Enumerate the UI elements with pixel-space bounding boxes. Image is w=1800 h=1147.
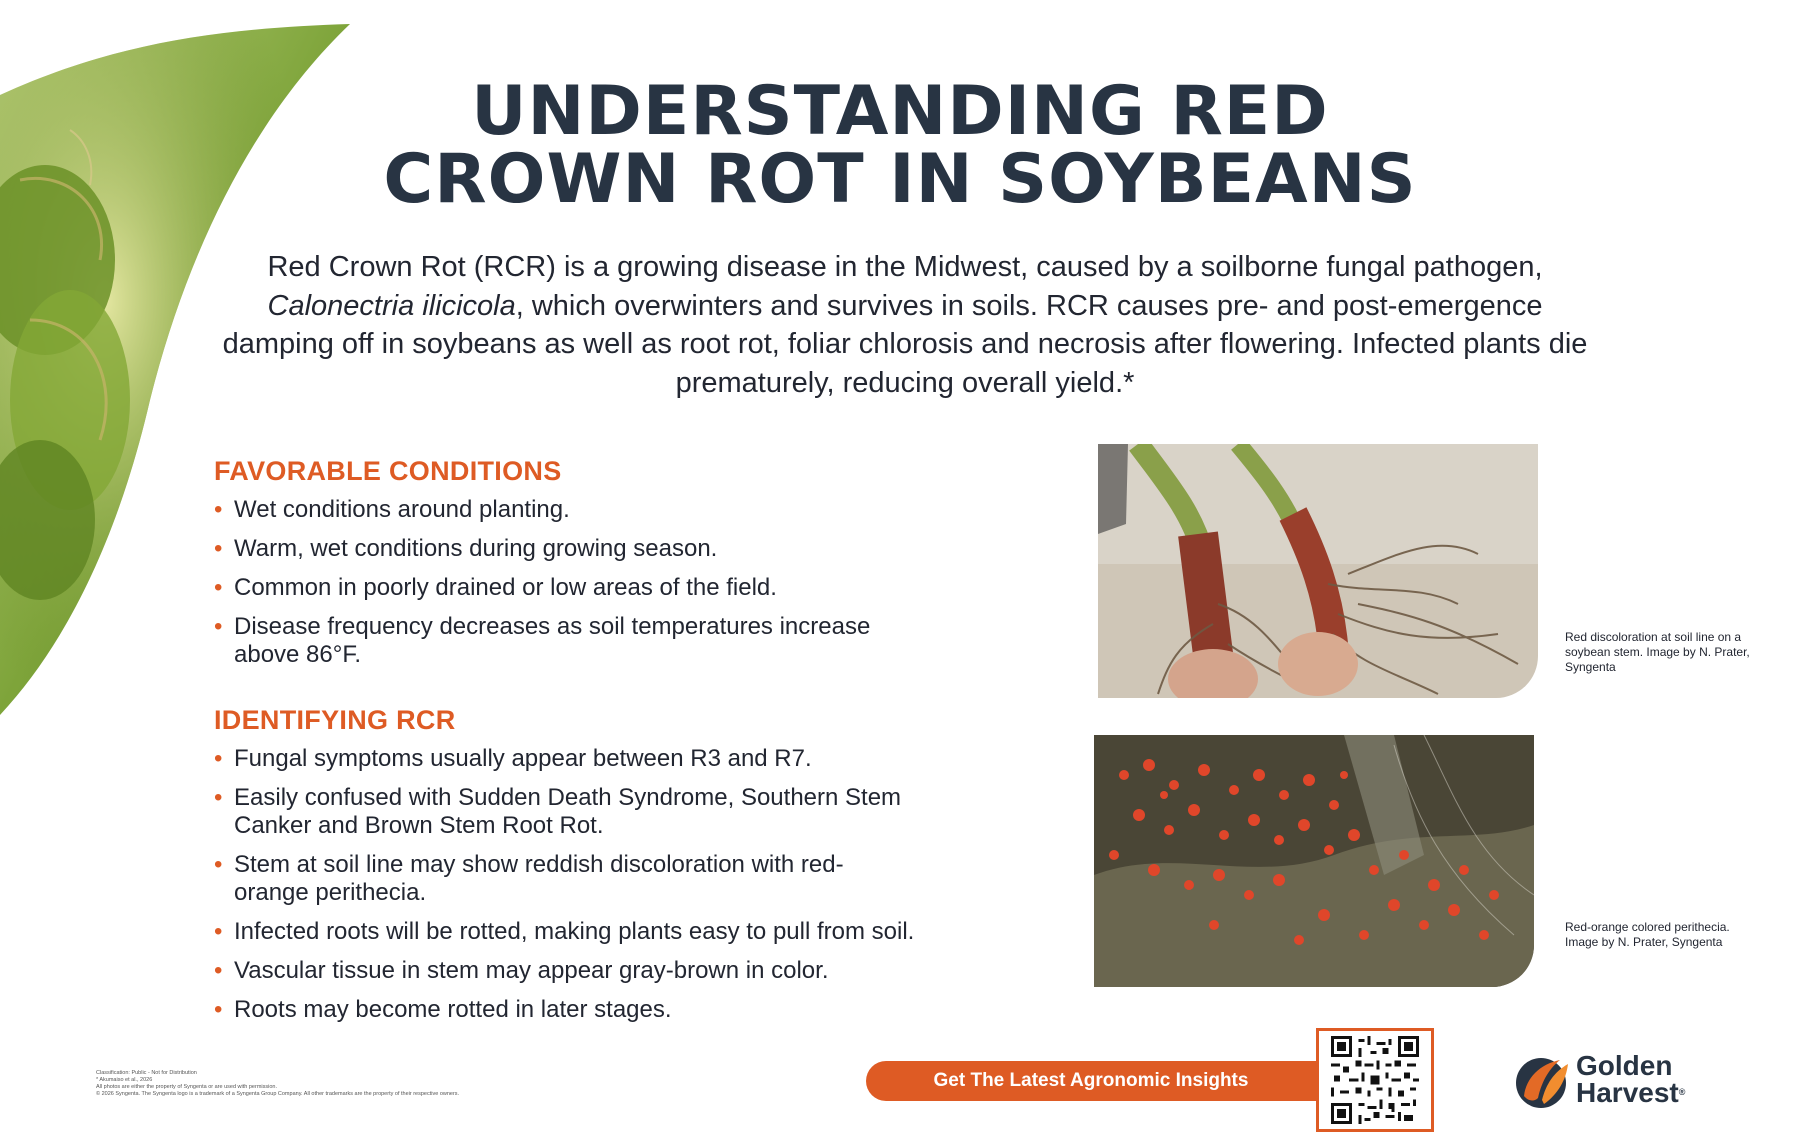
intro-text-before: Red Crown Rot (RCR) is a growing disease in the Midwest, caused by a soilborne fungal pathogen, [267,251,1543,283]
perithecia-photo [1094,735,1534,987]
list-item: • Stem at soil line may show reddish discoloration with red-orange perithecia. [214,851,914,907]
intro-text-after: , which overwinters and survives in soils. RCR causes pre- and post-emergence damping off in soybeans as well as root rot, foliar chlorosis and necrosis after flowering. Infected plants die prematurely, reducing overall yield.* [222,289,1588,399]
favorable-conditions-list [214,496,1074,680]
title-line-1: UNDERSTANDING RED [471,72,1329,151]
identifying-rcr-list [214,745,1074,1035]
list-item: • Vascular tissue in stem may appear gray-brown in color. [214,957,1074,985]
golden-harvest-mark-icon [1514,1052,1572,1110]
list-item: • Fungal symptoms usually appear between R3 and R7. [214,745,1074,773]
fine-print-line: Classification: Public - Not for Distribution [96,1070,197,1076]
fine-print-line: © 2026 Syngenta. The Syngenta logo is a trademark of a Syngenta Group Company. All other trademarks are the property of their respective owners. [96,1091,460,1097]
title-line-2: CROWN ROT IN SOYBEANS [383,140,1417,219]
golden-harvest-logo [1514,1050,1724,1112]
favorable-conditions-heading: FAVORABLE CONDITIONS [214,456,562,486]
qr-code[interactable] [1316,1028,1434,1132]
intro-paragraph [210,248,1600,402]
page-title [280,72,1520,219]
photo-1-caption: Red discoloration at soil line on a soybean stem. Image by N. Prater, Syngenta [1565,630,1750,674]
list-item: • Easily confused with Sudden Death Syndrome, Southern Stem Canker and Brown Stem Root Rot. [214,784,904,840]
list-item: • Warm, wet conditions during growing season. [214,535,1074,563]
list-item: • Roots may become rotted in later stages. [214,996,1074,1024]
list-item: • Common in poorly drained or low areas of the field. [214,574,1074,602]
list-item: • Infected roots will be rotted, making plants easy to pull from soil. [214,918,1074,946]
photo-2-caption: Red-orange colored perithecia. Image by N. Prater, Syngenta [1565,920,1730,949]
logo-line-1: Golden [1576,1050,1673,1081]
list-item: • Wet conditions around planting. [214,496,1074,524]
stem-discoloration-photo [1098,444,1538,698]
logo-wordmark [1576,1052,1685,1106]
agronomic-insights-banner[interactable]: Get The Latest Agronomic Insights [866,1061,1316,1101]
fine-print-line: All photos are either the property of Syngenta or are used with permission. [96,1084,277,1090]
pathogen-name: Calonectria ilicicola [267,289,516,322]
logo-line-2: Harvest® [1576,1077,1686,1108]
fine-print [96,1070,656,1098]
fine-print-line: * Akumaiso et al., 2026 [96,1077,153,1083]
list-item: • Disease frequency decreases as soil temperatures increase above 86°F. [214,613,894,669]
identifying-rcr-heading: IDENTIFYING RCR [214,705,456,735]
